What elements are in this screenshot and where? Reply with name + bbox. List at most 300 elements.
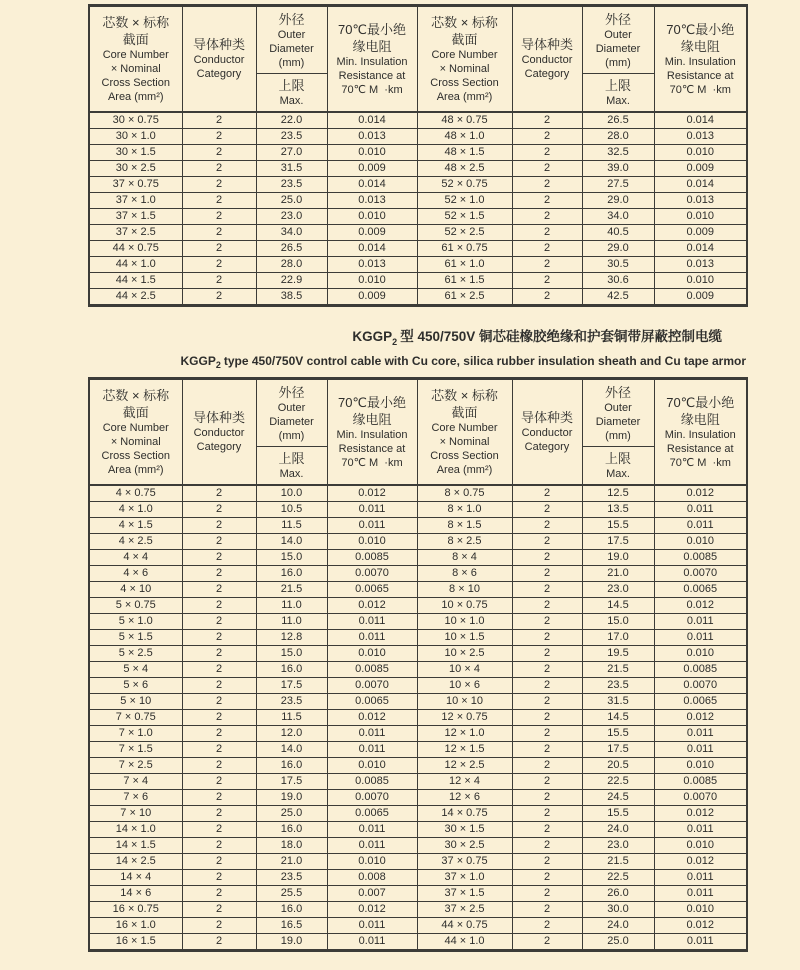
table-cell: 2 bbox=[182, 112, 256, 129]
header-text: × Nominal bbox=[439, 62, 490, 75]
table-cell: 2 bbox=[182, 272, 256, 288]
table-cell: 2 bbox=[182, 160, 256, 176]
table-cell: 0.012 bbox=[327, 597, 417, 613]
table-cell: 21.5 bbox=[256, 581, 327, 597]
table-cell: 14.5 bbox=[582, 597, 654, 613]
table-cell: 2 bbox=[512, 725, 582, 741]
table-cell: 10.5 bbox=[256, 501, 327, 517]
table-cell: 7 × 10 bbox=[89, 805, 182, 821]
table-cell: 10 × 0.75 bbox=[417, 597, 512, 613]
table-cell: 4 × 4 bbox=[89, 549, 182, 565]
table-cell: 2 bbox=[512, 661, 582, 677]
table-cell: 2 bbox=[512, 549, 582, 565]
table-cell: 2 bbox=[182, 901, 256, 917]
table-cell: 16.0 bbox=[256, 661, 327, 677]
table-cell: 14 × 1.0 bbox=[89, 821, 182, 837]
table-cell: 44 × 1.0 bbox=[417, 933, 512, 950]
table-cell: 0.011 bbox=[654, 501, 747, 517]
header-max-limit bbox=[256, 447, 327, 485]
table-cell: 18.0 bbox=[256, 837, 327, 853]
table-cell: 61 × 1.0 bbox=[417, 256, 512, 272]
table-cell: 11.5 bbox=[256, 517, 327, 533]
cable-spec-table-top bbox=[88, 4, 748, 307]
table-cell: 17.0 bbox=[582, 629, 654, 645]
table-cell: 0.011 bbox=[654, 629, 747, 645]
table-cell: 0.012 bbox=[327, 901, 417, 917]
table-cell: 2 bbox=[182, 565, 256, 581]
header-text: Min. Insulation bbox=[664, 55, 736, 68]
table-cell: 23.5 bbox=[256, 176, 327, 192]
table-cell: 0.009 bbox=[654, 224, 747, 240]
table-cell: 0.014 bbox=[327, 112, 417, 129]
table-cell: 24.0 bbox=[582, 821, 654, 837]
table-cell: 0.010 bbox=[654, 645, 747, 661]
table-cell: 2 bbox=[182, 821, 256, 837]
table-cell: 44 × 0.75 bbox=[89, 240, 182, 256]
table-cell: 23.5 bbox=[256, 693, 327, 709]
table-cell: 30 × 1.0 bbox=[89, 128, 182, 144]
header-text: × Nominal bbox=[110, 62, 161, 75]
table-cell: 37 × 1.0 bbox=[417, 869, 512, 885]
table-cell: 2 bbox=[512, 613, 582, 629]
table-cell: 10 × 6 bbox=[417, 677, 512, 693]
table-row bbox=[89, 725, 747, 741]
table-row bbox=[89, 208, 747, 224]
table-row bbox=[89, 256, 747, 272]
table-cell: 30.6 bbox=[582, 272, 654, 288]
table-cell: 2 bbox=[182, 693, 256, 709]
table-cell: 14.5 bbox=[582, 709, 654, 725]
header-min-insulation-resistance bbox=[654, 379, 747, 485]
header-text: 外径 bbox=[278, 11, 305, 27]
header-outer-diameter bbox=[256, 6, 327, 74]
header-text: Resistance at bbox=[338, 69, 406, 82]
table-cell: 0.014 bbox=[327, 176, 417, 192]
table-cell: 0.012 bbox=[654, 853, 747, 869]
table-cell: 0.012 bbox=[654, 485, 747, 502]
table-cell: 29.0 bbox=[582, 240, 654, 256]
table-cell: 2 bbox=[512, 144, 582, 160]
table-cell: 2 bbox=[182, 144, 256, 160]
header-text: Diameter bbox=[269, 415, 314, 428]
table-cell: 27.0 bbox=[256, 144, 327, 160]
table-cell: 7 × 2.5 bbox=[89, 757, 182, 773]
table-cell: 30 × 1.5 bbox=[417, 821, 512, 837]
header-core-number bbox=[89, 379, 182, 485]
header-text: Area (mm²) bbox=[436, 90, 493, 103]
table-row bbox=[89, 288, 747, 305]
table-cell: 22.0 bbox=[256, 112, 327, 129]
header-outer-diameter bbox=[582, 379, 654, 447]
table-cell: 8 × 2.5 bbox=[417, 533, 512, 549]
header-text: 截面 bbox=[122, 31, 149, 47]
table-cell: 52 × 0.75 bbox=[417, 176, 512, 192]
header-text: Outer bbox=[277, 28, 306, 41]
table-cell: 17.5 bbox=[256, 773, 327, 789]
table-cell: 2 bbox=[512, 128, 582, 144]
table-cell: 12 × 6 bbox=[417, 789, 512, 805]
table-cell: 10 × 1.5 bbox=[417, 629, 512, 645]
table-cell: 2 bbox=[182, 677, 256, 693]
table-cell: 2 bbox=[182, 256, 256, 272]
table-cell: 12 × 1.5 bbox=[417, 741, 512, 757]
table-cell: 31.5 bbox=[582, 693, 654, 709]
table-cell: 2 bbox=[512, 272, 582, 288]
table-cell: 61 × 2.5 bbox=[417, 288, 512, 305]
header-min-insulation-resistance bbox=[654, 6, 747, 112]
table-cell: 0.014 bbox=[654, 112, 747, 129]
table-cell: 2 bbox=[512, 677, 582, 693]
table-cell: 42.5 bbox=[582, 288, 654, 305]
header-text: 导体种类 bbox=[520, 410, 573, 426]
header-text: Area (mm²) bbox=[436, 463, 493, 476]
table-cell: 0.0085 bbox=[654, 661, 747, 677]
table-cell: 21.0 bbox=[256, 853, 327, 869]
header-text: Diameter bbox=[595, 42, 641, 55]
table-cell: 2 bbox=[512, 821, 582, 837]
header-text: Cross Section bbox=[430, 449, 499, 462]
table-cell: 25.0 bbox=[256, 192, 327, 208]
header-conductor-category bbox=[512, 6, 582, 112]
header-text: Max. bbox=[606, 94, 630, 107]
header-core-number bbox=[89, 6, 182, 112]
table-cell: 4 × 10 bbox=[89, 581, 182, 597]
table-cell: 37 × 2.5 bbox=[89, 224, 182, 240]
table-cell: 2 bbox=[182, 288, 256, 305]
table-cell: 2 bbox=[182, 773, 256, 789]
table-cell: 0.010 bbox=[327, 272, 417, 288]
table-cell: 0.010 bbox=[327, 533, 417, 549]
table-cell: 0.011 bbox=[654, 869, 747, 885]
table-cell: 0.013 bbox=[327, 256, 417, 272]
table-cell: 0.010 bbox=[327, 853, 417, 869]
table-row bbox=[89, 160, 747, 176]
table-cell: 0.011 bbox=[654, 725, 747, 741]
table-cell: 0.013 bbox=[654, 192, 747, 208]
header-text: Core Number bbox=[431, 421, 498, 434]
table-row bbox=[89, 144, 747, 160]
table-cell: 0.0070 bbox=[654, 789, 747, 805]
table-cell: 40.5 bbox=[582, 224, 654, 240]
table-cell: 2 bbox=[182, 485, 256, 502]
table-cell: 25.0 bbox=[582, 933, 654, 950]
table-cell: 2 bbox=[182, 613, 256, 629]
header-text: 导体种类 bbox=[520, 37, 573, 53]
table-cell: 2 bbox=[512, 789, 582, 805]
header-text: Category bbox=[196, 68, 242, 81]
table-cell: 0.011 bbox=[327, 933, 417, 950]
table-cell: 2 bbox=[182, 853, 256, 869]
table-cell: 7 × 1.5 bbox=[89, 741, 182, 757]
table-row bbox=[89, 645, 747, 661]
table-cell: 2 bbox=[182, 597, 256, 613]
table-cell: 11.5 bbox=[256, 709, 327, 725]
table-cell: 2 bbox=[182, 725, 256, 741]
table-cell: 23.5 bbox=[256, 128, 327, 144]
table-cell: 21.5 bbox=[582, 853, 654, 869]
table-cell: 16 × 1.0 bbox=[89, 917, 182, 933]
table-cell: 44 × 1.0 bbox=[89, 256, 182, 272]
table-cell: 4 × 6 bbox=[89, 565, 182, 581]
table-row bbox=[89, 837, 747, 853]
table-row bbox=[89, 693, 747, 709]
table-cell: 20.5 bbox=[582, 757, 654, 773]
header-text: 70℃ M ·km bbox=[669, 83, 731, 96]
header-text: 70℃最小绝 bbox=[337, 394, 407, 410]
header-text: Conductor bbox=[193, 427, 245, 440]
table-cell: 2 bbox=[512, 192, 582, 208]
header-text: Max. bbox=[279, 94, 304, 107]
table-cell: 2 bbox=[512, 240, 582, 256]
table-cell: 28.0 bbox=[582, 128, 654, 144]
header-text: (mm) bbox=[278, 56, 305, 69]
header-text: 70℃ M ·km bbox=[341, 83, 403, 96]
table-cell: 0.011 bbox=[654, 613, 747, 629]
table-cell: 0.0085 bbox=[327, 661, 417, 677]
header-text: 截面 bbox=[122, 404, 149, 420]
table-row bbox=[89, 565, 747, 581]
table-cell: 2 bbox=[182, 208, 256, 224]
header-text: (mm) bbox=[278, 429, 305, 442]
table-row bbox=[89, 917, 747, 933]
table-body bbox=[89, 112, 747, 306]
table-cell: 38.5 bbox=[256, 288, 327, 305]
header-text: 芯数 × 标称 bbox=[102, 14, 170, 30]
table-cell: 2 bbox=[512, 645, 582, 661]
table-cell: 16.0 bbox=[256, 821, 327, 837]
table-cell: 13.5 bbox=[582, 501, 654, 517]
table-cell: 5 × 1.0 bbox=[89, 613, 182, 629]
table-cell: 23.0 bbox=[582, 837, 654, 853]
table-row bbox=[89, 533, 747, 549]
table-cell: 0.009 bbox=[654, 288, 747, 305]
table-cell: 2 bbox=[512, 885, 582, 901]
table-cell: 22.9 bbox=[256, 272, 327, 288]
header-text: 缘电阻 bbox=[680, 38, 720, 54]
table-cell: 2 bbox=[182, 869, 256, 885]
header-conductor-category bbox=[182, 379, 256, 485]
table-row bbox=[89, 112, 747, 129]
table-cell: 12 × 2.5 bbox=[417, 757, 512, 773]
table-cell: 0.0085 bbox=[654, 549, 747, 565]
table-cell: 0.011 bbox=[654, 933, 747, 950]
table-cell: 0.012 bbox=[654, 709, 747, 725]
table-cell: 0.0065 bbox=[327, 581, 417, 597]
table-cell: 0.011 bbox=[327, 741, 417, 757]
table-cell: 0.012 bbox=[327, 485, 417, 502]
table-row bbox=[89, 501, 747, 517]
table-cell: 37 × 0.75 bbox=[89, 176, 182, 192]
table-cell: 0.014 bbox=[327, 240, 417, 256]
table-cell: 2 bbox=[512, 517, 582, 533]
header-text: 截面 bbox=[451, 404, 478, 420]
table-cell: 0.014 bbox=[654, 176, 747, 192]
table-cell: 0.009 bbox=[327, 224, 417, 240]
table-row bbox=[89, 805, 747, 821]
table-cell: 12 × 1.0 bbox=[417, 725, 512, 741]
header-text: 上限 bbox=[604, 77, 631, 93]
table-cell: 0.0085 bbox=[654, 773, 747, 789]
table-cell: 0.0065 bbox=[654, 581, 747, 597]
header-text: Core Number bbox=[102, 421, 169, 434]
table-cell: 15.0 bbox=[582, 613, 654, 629]
table-cell: 0.012 bbox=[654, 917, 747, 933]
table-cell: 5 × 2.5 bbox=[89, 645, 182, 661]
header-text: Cross Section bbox=[101, 449, 170, 462]
table-title-en: $KGGP_2$ type 450/750V control cable with Cu core, silica rubber insulation sheath and Cu tape armor bbox=[180, 353, 746, 371]
table-cell: 0.012 bbox=[327, 709, 417, 725]
table-cell: 29.0 bbox=[582, 192, 654, 208]
table-cell: 26.0 bbox=[582, 885, 654, 901]
header-text: Resistance at bbox=[338, 442, 406, 455]
table-cell: 0.010 bbox=[654, 533, 747, 549]
table-cell: 0.0070 bbox=[327, 565, 417, 581]
header-text: × Nominal bbox=[110, 435, 161, 448]
table-cell: 0.0070 bbox=[327, 677, 417, 693]
table-row bbox=[89, 517, 747, 533]
table-cell: 48 × 2.5 bbox=[417, 160, 512, 176]
table-cell: 25.5 bbox=[256, 885, 327, 901]
table-cell: 11.0 bbox=[256, 613, 327, 629]
table-cell: 2 bbox=[182, 885, 256, 901]
header-text: Outer bbox=[604, 401, 632, 414]
table-cell: 0.0085 bbox=[327, 773, 417, 789]
table-cell: 2 bbox=[182, 629, 256, 645]
table-title-zh: $KGGP_2$ 型 450/750V 铜芯硅橡胶绝缘和护套铜带屏蔽控制电缆 bbox=[352, 329, 722, 347]
table-cell: 27.5 bbox=[582, 176, 654, 192]
table-cell: 24.5 bbox=[582, 789, 654, 805]
table-cell: 5 × 10 bbox=[89, 693, 182, 709]
table-row bbox=[89, 629, 747, 645]
table-cell: 0.011 bbox=[654, 517, 747, 533]
table-cell: 17.5 bbox=[256, 677, 327, 693]
table-cell: 37 × 2.5 bbox=[417, 901, 512, 917]
table-cell: 2 bbox=[182, 837, 256, 853]
header-text: (mm) bbox=[605, 429, 631, 442]
header-text: Min. Insulation bbox=[336, 428, 408, 441]
table-cell: 8 × 6 bbox=[417, 565, 512, 581]
header-text: 截面 bbox=[451, 31, 478, 47]
table-cell: 2 bbox=[182, 709, 256, 725]
table-cell: 22.5 bbox=[582, 773, 654, 789]
table-cell: 2 bbox=[182, 581, 256, 597]
table-cell: 2 bbox=[512, 224, 582, 240]
table-cell: 14 × 0.75 bbox=[417, 805, 512, 821]
table-cell: 44 × 2.5 bbox=[89, 288, 182, 305]
header-text: 缘电阻 bbox=[680, 411, 720, 427]
table-cell: 10 × 4 bbox=[417, 661, 512, 677]
table-cell: 26.5 bbox=[256, 240, 327, 256]
table-cell: 0.012 bbox=[654, 805, 747, 821]
table-cell: 2 bbox=[512, 208, 582, 224]
table-cell: 10 × 1.0 bbox=[417, 613, 512, 629]
table-cell: 30 × 0.75 bbox=[89, 112, 182, 129]
table-cell: 14.0 bbox=[256, 741, 327, 757]
table-cell: 0.011 bbox=[327, 917, 417, 933]
header-text: 缘电阻 bbox=[352, 38, 392, 54]
table-header bbox=[89, 379, 747, 485]
table-cell: 2 bbox=[182, 933, 256, 950]
header-text: 缘电阻 bbox=[352, 411, 392, 427]
table-row bbox=[89, 853, 747, 869]
table-cell: 23.0 bbox=[582, 581, 654, 597]
table-cell: 0.011 bbox=[327, 517, 417, 533]
table-cell: 2 bbox=[182, 757, 256, 773]
table-cell: 15.5 bbox=[582, 805, 654, 821]
table-cell: 12.8 bbox=[256, 629, 327, 645]
header-text: (mm) bbox=[605, 56, 631, 69]
table-cell: 48 × 0.75 bbox=[417, 112, 512, 129]
table-cell: 31.5 bbox=[256, 160, 327, 176]
table-cell: 26.5 bbox=[582, 112, 654, 129]
table-cell: 0.009 bbox=[327, 288, 417, 305]
table-cell: 0.011 bbox=[327, 821, 417, 837]
header-text: Max. bbox=[279, 467, 304, 480]
header-text: Outer bbox=[604, 28, 632, 41]
table-cell: 2 bbox=[182, 789, 256, 805]
table-cell: 2 bbox=[182, 192, 256, 208]
table-row bbox=[89, 224, 747, 240]
table-cell: 34.0 bbox=[256, 224, 327, 240]
table-cell: 2 bbox=[512, 917, 582, 933]
table-cell: 61 × 0.75 bbox=[417, 240, 512, 256]
table-cell: 2 bbox=[512, 288, 582, 305]
table-cell: 37 × 1.5 bbox=[417, 885, 512, 901]
table-cell: 0.011 bbox=[327, 837, 417, 853]
table-row bbox=[89, 597, 747, 613]
table-cell: 2 bbox=[512, 597, 582, 613]
section-title bbox=[88, 327, 746, 374]
table-cell: 7 × 6 bbox=[89, 789, 182, 805]
table-cell: 16 × 1.5 bbox=[89, 933, 182, 950]
table-cell: 0.011 bbox=[327, 725, 417, 741]
cable-spec-table-bottom bbox=[88, 377, 748, 952]
table-cell: 2 bbox=[512, 853, 582, 869]
table-cell: 14 × 6 bbox=[89, 885, 182, 901]
table-cell: 28.0 bbox=[256, 256, 327, 272]
header-text: 70℃ M ·km bbox=[341, 456, 403, 469]
table-cell: 16 × 0.75 bbox=[89, 901, 182, 917]
table-cell: 19.0 bbox=[256, 789, 327, 805]
table-cell: 7 × 1.0 bbox=[89, 725, 182, 741]
header-text: Min. Insulation bbox=[336, 55, 408, 68]
table-cell: 2 bbox=[182, 501, 256, 517]
table-header bbox=[89, 6, 747, 112]
table-cell: 16.0 bbox=[256, 757, 327, 773]
header-text: Cross Section bbox=[430, 76, 499, 89]
table-cell: 5 × 4 bbox=[89, 661, 182, 677]
table-cell: 10 × 10 bbox=[417, 693, 512, 709]
header-conductor-category bbox=[182, 6, 256, 112]
table-cell: 37 × 1.0 bbox=[89, 192, 182, 208]
table-row bbox=[89, 773, 747, 789]
table-cell: 2 bbox=[512, 933, 582, 950]
table-cell: 48 × 1.5 bbox=[417, 144, 512, 160]
table-cell: 2 bbox=[512, 805, 582, 821]
header-core-number bbox=[417, 6, 512, 112]
table-cell: 2 bbox=[512, 693, 582, 709]
table-cell: 17.5 bbox=[582, 533, 654, 549]
table-cell: 7 × 4 bbox=[89, 773, 182, 789]
table-cell: 0.010 bbox=[327, 757, 417, 773]
table-cell: 0.013 bbox=[327, 128, 417, 144]
table-cell: 0.014 bbox=[654, 240, 747, 256]
table-cell: 0.011 bbox=[327, 501, 417, 517]
table-cell: 30 × 1.5 bbox=[89, 144, 182, 160]
table-cell: 2 bbox=[182, 917, 256, 933]
table-cell: 0.009 bbox=[654, 160, 747, 176]
table-cell: 0.010 bbox=[327, 144, 417, 160]
